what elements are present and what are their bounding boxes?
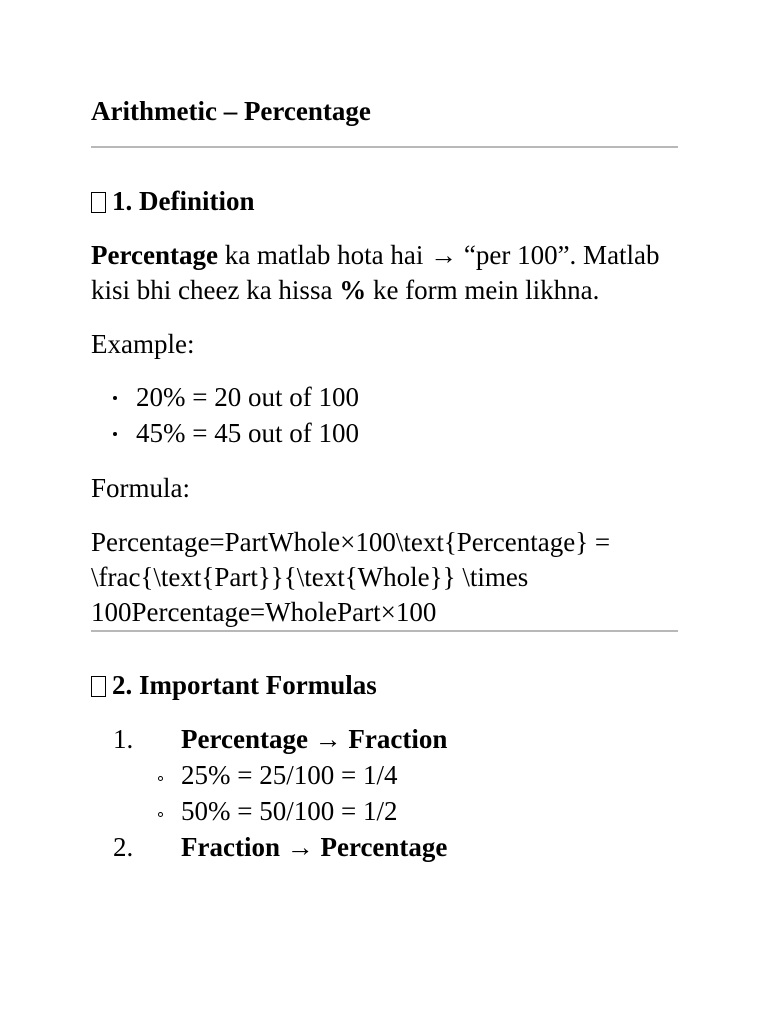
horizontal-rule (91, 146, 678, 148)
definition-paragraph (91, 238, 678, 308)
circle-bullet-icon (158, 812, 163, 817)
definition-text-a: ka matlab hota hai → “per 100”. Matlab kisi bhi cheez ka hissa (91, 240, 660, 305)
list-number: 1. (113, 724, 134, 754)
sub-list (181, 758, 678, 830)
section-heading-text: 2. Important Formulas (112, 670, 377, 700)
formula-text: Percentage=PartWhole×100\text{Percentage} = \frac{\text{Part}}{\text{Whole}} \times 100Percentage=WholePart×100 (91, 527, 611, 627)
list-item (91, 380, 678, 416)
definition-term: Percentage (91, 240, 218, 270)
list-item (91, 830, 678, 866)
bullet-icon (113, 432, 117, 436)
percent-symbol: % (339, 275, 367, 305)
list-item (91, 416, 678, 452)
definition-text-b: ke form mein likhna. (366, 275, 600, 305)
document-title: Arithmetic – Percentage (91, 96, 371, 126)
section-heading-text: 1. Definition (112, 186, 255, 216)
example-list (91, 380, 678, 452)
formula-label: Formula: (91, 473, 190, 503)
section-heading-formulas (91, 668, 678, 703)
formula-item-title: Percentage → Fraction (181, 724, 448, 754)
missing-glyph-icon (91, 192, 106, 213)
formula-item-title: Fraction → Percentage (181, 832, 448, 862)
bullet-icon (113, 396, 117, 400)
sub-list-item (181, 758, 678, 794)
sub-item-text: 50% = 50/100 = 1/2 (181, 796, 398, 826)
section-heading-definition (91, 184, 678, 219)
list-number: 2. (113, 832, 134, 862)
list-item (91, 722, 678, 830)
sub-item-text: 25% = 25/100 = 1/4 (181, 760, 398, 790)
example-text: 45% = 45 out of 100 (136, 418, 359, 448)
example-text: 20% = 20 out of 100 (136, 382, 359, 412)
missing-glyph-icon (91, 676, 106, 697)
sub-list-item (181, 794, 678, 830)
document-content (91, 94, 678, 866)
horizontal-rule (91, 630, 678, 632)
circle-bullet-icon (158, 776, 163, 781)
example-label: Example: (91, 329, 195, 359)
formula-list (91, 722, 678, 866)
